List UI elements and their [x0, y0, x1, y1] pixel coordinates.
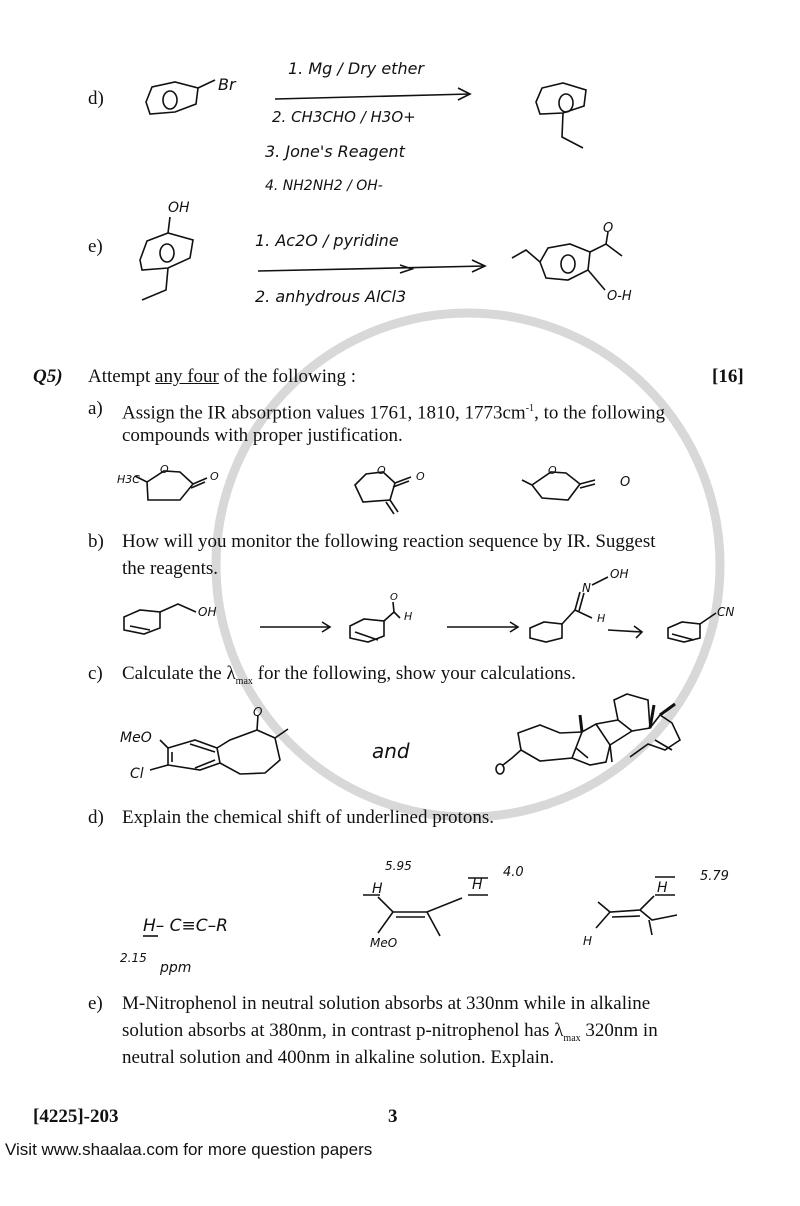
alkyne-structure [120, 916, 228, 976]
svg-text:Cl: Cl [130, 766, 144, 782]
q5e-text-line3: neutral solution and 400nm in alkaline solution. Explain. [122, 1047, 555, 1068]
enol-ether-structure [363, 859, 524, 950]
svg-text:O: O [253, 705, 263, 719]
svg-text:MeO: MeO [120, 730, 152, 746]
bromobenzene-structure [146, 75, 237, 114]
svg-text:O: O [160, 463, 169, 476]
svg-text:H: H [657, 880, 668, 896]
ethylbenzene-structure [536, 83, 586, 148]
svg-text:O: O [548, 464, 557, 477]
svg-text:OH: OH [168, 200, 190, 216]
tetralone-structure [120, 705, 288, 782]
svg-text:3. Jone's Reagent: 3. Jone's Reagent [265, 142, 405, 161]
svg-text:O: O [603, 221, 614, 236]
steroid-structure [496, 694, 680, 774]
svg-text:2.15: 2.15 [120, 951, 147, 965]
paper-code: [4225]-203 [33, 1106, 119, 1127]
q5d-label: d) [88, 807, 104, 828]
enone-structure [583, 869, 729, 948]
footer-link[interactable]: Visit www.shaalaa.com for more question papers [5, 1140, 373, 1159]
svg-text:O: O [390, 592, 398, 603]
q5a-text-line1: Assign the IR absorption values 1761, 1810, $1773cm^{-1}$, to the following [122, 402, 665, 424]
q5e-text-line1: M-Nitrophenol in neutral solution absorbs at 330nm while in alkaline [122, 993, 651, 1014]
svg-text:MeO: MeO [370, 936, 398, 950]
benzonitrile [668, 605, 734, 642]
q5b-label: b) [88, 531, 104, 552]
svg-text:OH: OH [198, 605, 217, 619]
q5a-label: a) [88, 398, 103, 419]
q5b-text-line2: the reagents. [122, 558, 219, 579]
svg-text:2. anhydrous AlCl3: 2. anhydrous AlCl3 [255, 287, 407, 306]
q4d-label: d) [88, 88, 104, 109]
lactone-1 [117, 463, 219, 500]
svg-text:N: N [582, 581, 591, 595]
svg-text:2. CH3CHO / H3O+: 2. CH3CHO / H3O+ [272, 108, 416, 126]
q4e-label: e) [88, 236, 103, 257]
svg-text:H: H [404, 610, 413, 623]
q5-instruction: Attempt any four of the following : [88, 366, 357, 387]
lactone-2 [355, 464, 425, 514]
q5a-text-line2: compounds with proper justification. [122, 425, 403, 446]
svg-text:O: O [620, 475, 631, 490]
reaction-arrow [258, 266, 485, 271]
svg-text:CN: CN [717, 605, 735, 619]
svg-text:OH: OH [610, 567, 629, 581]
svg-text:5.95: 5.95 [385, 859, 412, 873]
svg-text:O: O [377, 464, 386, 477]
ethylphenol-structure [140, 200, 193, 300]
benzyl-alcohol [124, 604, 216, 634]
svg-text:ppm: ppm [160, 960, 192, 976]
q5e-label: e) [88, 993, 103, 1014]
q5-marks: [16] [712, 366, 744, 387]
svg-text:1. Ac2O / pyridine: 1. Ac2O / pyridine [255, 231, 399, 250]
q5d-text: Explain the chemical shift of underlined protons. [122, 807, 494, 828]
svg-text:H: H [372, 881, 383, 897]
reaction-arrow [275, 94, 470, 99]
svg-text:5.79: 5.79 [700, 869, 729, 884]
hydroxyacetophenone-structure [512, 221, 632, 304]
benzaldehyde [350, 592, 412, 642]
svg-text:4.0: 4.0 [503, 865, 524, 880]
reagents-d [265, 59, 425, 194]
svg-text:O: O [210, 470, 219, 483]
svg-text:4. NH2NH2 / OH-: 4. NH2NH2 / OH- [265, 178, 383, 194]
svg-text:H: H [583, 934, 593, 948]
svg-text:O: O [416, 470, 425, 483]
svg-text:Br: Br [218, 75, 236, 94]
svg-text:1. Mg / Dry ether: 1. Mg / Dry ether [288, 59, 425, 78]
and-label: and [372, 739, 410, 763]
q5c-label: c) [88, 663, 103, 684]
q5c-text: Calculate the $\lambda_{max}$ for the following, show your calculations. [122, 663, 576, 687]
svg-text:H– C≡C–R: H– C≡C–R [143, 916, 228, 936]
page-number: 3 [388, 1106, 398, 1127]
svg-text:H: H [597, 612, 606, 625]
q5b-text-line1: How will you monitor the following reaction sequence by IR. Suggest [122, 531, 656, 552]
svg-text:H3C: H3C [117, 473, 140, 486]
question-number: Q5) [33, 366, 63, 387]
lactone-3 [522, 464, 630, 500]
svg-text:H: H [472, 877, 483, 893]
svg-text:O-H: O-H [607, 289, 632, 304]
q5e-text-line2: solution absorbs at 380nm, in contrast p-nitrophenol has $\lambda_{max}$ 320nm in [122, 1020, 658, 1044]
